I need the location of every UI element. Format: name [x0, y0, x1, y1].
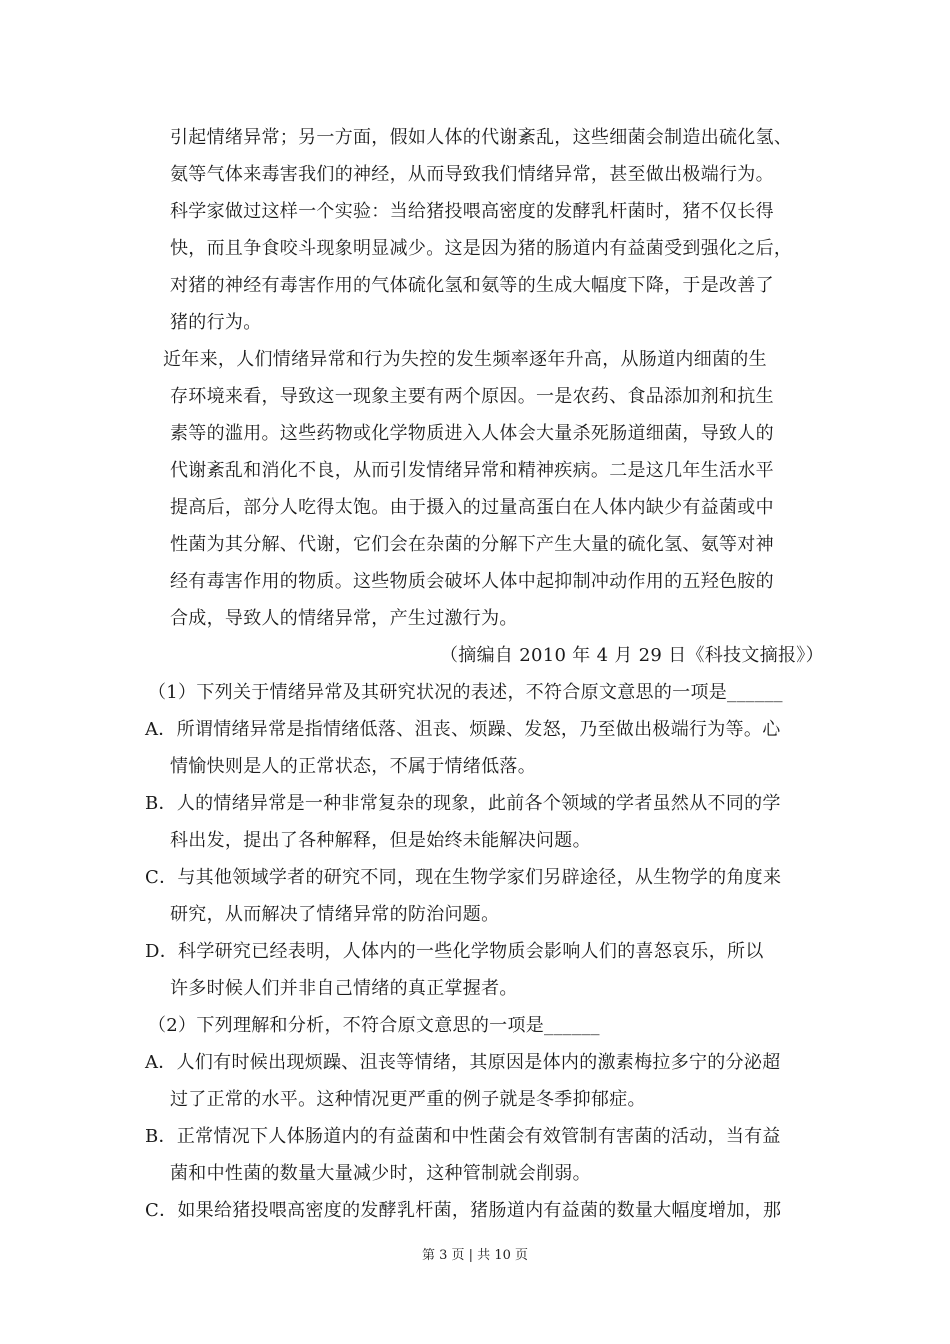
option-a-line1: A．所谓情绪异常是指情绪低落、沮丧、烦躁、发怒，乃至做出极端行为等。心	[145, 719, 781, 740]
passage-line: 科学家做过这样一个实验：当给猪投喂高密度的发酵乳杆菌时，猪不仅长得	[170, 201, 774, 222]
passage-line: 性菌为其分解、代谢，它们会在杂菌的分解下产生大量的硫化氢、氨等对神	[170, 534, 774, 555]
passage-line: 存环境来看，导致这一现象主要有两个原因。一是农药、食品添加剂和抗生	[170, 386, 774, 407]
question-stem: （2）下列理解和分析，不符合原文意思的一项是______	[148, 1015, 600, 1036]
option-c-line2: 研究，从而解决了情绪异常的防治问题。	[170, 904, 500, 925]
passage-line: 素等的滥用。这些药物或化学物质进入人体会大量杀死肠道细菌，导致人的	[170, 423, 774, 444]
passage-line: 氨等气体来毒害我们的神经，从而导致我们情绪异常，甚至做出极端行为。	[170, 164, 774, 185]
passage-line: 对猪的神经有毒害作用的气体硫化氢和氨等的生成大幅度下降，于是改善了	[170, 275, 774, 296]
passage-line: 经有毒害作用的物质。这些物质会破坏人体中起抑制冲动作用的五羟色胺的	[170, 571, 774, 592]
page-footer: 第 3 页 | 共 10 页	[422, 1248, 528, 1263]
option-b-line1: B．正常情况下人体肠道内的有益菌和中性菌会有效管制有害菌的活动，当有益	[145, 1126, 781, 1147]
option-a-line1: A．人们有时候出现烦躁、沮丧等情绪，其原因是体内的激素梅拉多宁的分泌超	[145, 1052, 781, 1073]
passage-line: 合成，导致人的情绪异常，产生过激行为。	[170, 608, 518, 629]
option-d-line2: 许多时候人们并非自己情绪的真正掌握者。	[170, 978, 518, 999]
passage-line: 近年来，人们情绪异常和行为失控的发生频率逐年升高，从肠道内细菌的生	[163, 349, 767, 370]
passage-line: 猪的行为。	[170, 312, 262, 333]
passage-line: 代谢紊乱和消化不良，从而引发情绪异常和精神疾病。二是这几年生活水平	[170, 460, 774, 481]
option-c-line1: C．与其他领域学者的研究不同，现在生物学家们另辟途径，从生物学的角度来	[145, 867, 782, 888]
option-b-line2: 菌和中性菌的数量大量减少时，这种管制就会削弱。	[170, 1163, 591, 1184]
passage-line: 提高后，部分人吃得太饱。由于摄入的过量高蛋白在人体内缺少有益菌或中	[170, 497, 774, 518]
option-a-line2: 情愉快则是人的正常状态，不属于情绪低落。	[170, 756, 536, 777]
option-d-line1: D．科学研究已经表明，人体内的一些化学物质会影响人们的喜怒哀乐，所以	[145, 941, 764, 962]
option-c-line1: C．如果给猪投喂高密度的发酵乳杆菌，猪肠道内有益菌的数量大幅度增加，那	[145, 1200, 782, 1221]
passage-line: 引起情绪异常；另一方面，假如人体的代谢紊乱，这些细菌会制造出硫化氢、	[170, 127, 793, 148]
option-a-line2: 过了正常的水平。这种情况更严重的例子就是冬季抑郁症。	[170, 1089, 646, 1110]
question-stem: （1）下列关于情绪异常及其研究状况的表述，不符合原文意思的一项是______	[148, 682, 783, 703]
passage-source: （摘编自 2010 年 4 月 29 日《科技文摘报》）	[440, 645, 824, 666]
option-b-line2: 科出发，提出了各种解释，但是始终未能解决问题。	[170, 830, 591, 851]
option-b-line1: B．人的情绪异常是一种非常复杂的现象，此前各个领域的学者虽然从不同的学	[145, 793, 781, 814]
passage-line: 快，而且争食咬斗现象明显减少。这是因为猪的肠道内有益菌受到强化之后，	[170, 238, 793, 259]
